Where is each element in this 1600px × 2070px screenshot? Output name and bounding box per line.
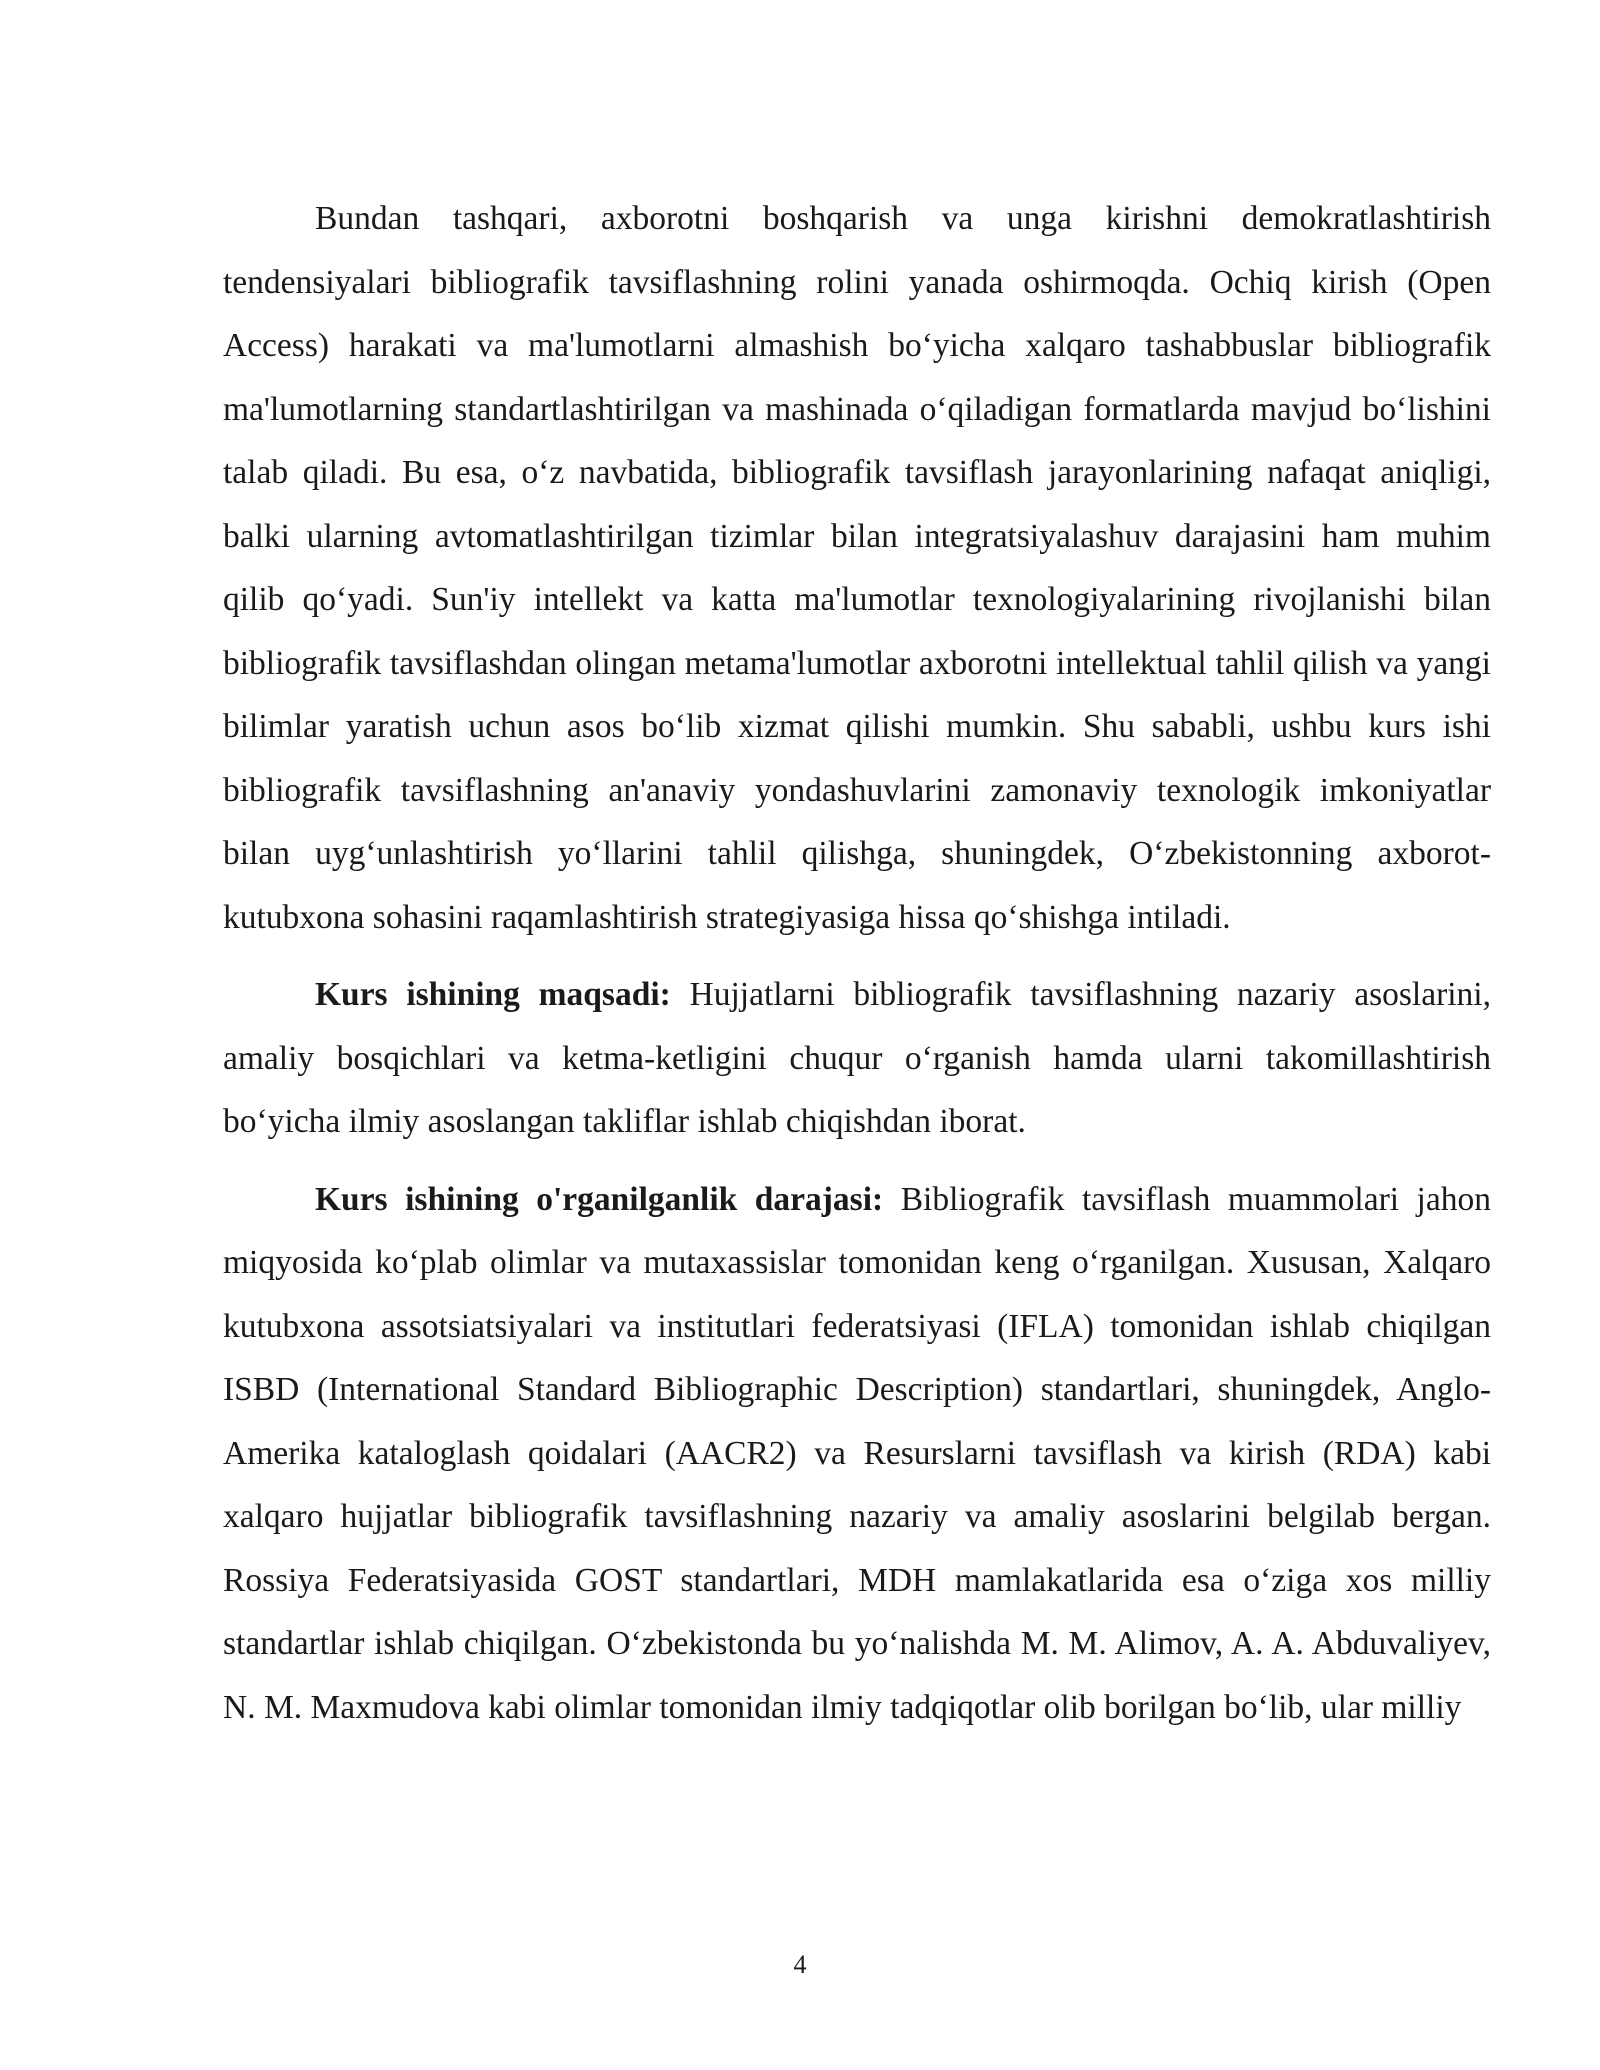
paragraph-text: Hujjatlarni bibliografik tavsiflashning nazariy asoslarini, amaliy bosqichlari va ketma-ketligini chuqur o‘rganish hamda ularni takomillashtirish bo‘yicha ilmiy asoslangan takliflar ishlab chiqishdan iborat. bbox=[223, 976, 1491, 1140]
paragraph-course-goal bbox=[223, 963, 1491, 1154]
paragraph-text: Bibliografik tavsiflash muammolari jahon miqyosida ko‘plab olimlar va mutaxassislar tomonidan keng o‘rganilgan. Xususan, Xalqaro kutubxona assotsiatsiyalari va institutlari federatsiyasi (IFLA) tomonidan ishlab chiqilgan ISBD (International Standard Bibliographic Description) standartlari, shuningdek, Anglo-Amerika kataloglash qoidalari (AACR2) va Resurslarni tavsiflash va kirish (RDA) kabi xalqaro hujjatlar bibliografik tavsiflashning nazariy va amaliy asoslarini belgilab bergan. Rossiya Federatsiyasida GOST standartlari, MDH mamlakatlarida esa o‘ziga xos milliy standartlar ishlab chiqilgan. O‘zbekistonda bu yo‘nalishda M. M. Alimov, A. A. Abduvaliyev, N. M. Maxmudova kabi olimlar tomonidan ilmiy tadqiqotlar olib borilgan bo‘lib, ular milliy bbox=[223, 1180, 1491, 1726]
page-number: 4 bbox=[793, 1950, 807, 1979]
paragraph-text: Bundan tashqari, axborotni boshqarish va unga kirishni demokratlashtirish tendensiyalari bibliografik tavsiflashning rolini yanada oshirmoqda. Ochiq kirish (Open Access) harakati va ma'lumotlarni almashish bo‘yicha xalqaro tashabbuslar bibliografik ma'lumotlarning standartlashtirilgan va mashinada o‘qiladigan formatlarda mavjud bo‘lishini talab qiladi. Bu esa, o‘z navbatida, bibliografik tavsiflash jarayonlarining nafaqat aniqligi, balki ularning avtomatlashtirilgan tizimlar bilan integratsiyalashuv darajasini ham muhim qilib qo‘yadi. Sun'iy intellekt va katta ma'lumotlar texnologiyalarining rivojlanishi bilan bibliografik tavsiflashdan olingan metama'lumotlar axborotni intellektual tahlil qilish va yangi bilimlar yaratish uchun asos bo‘lib xizmat qilishi mumkin. Shu sababli, ushbu kurs ishi bibliografik tavsiflashning an'anaviy yondashuvlarini zamonaviy texnologik imkoniyatlar bilan uyg‘unlashtirish yo‘llarini tahlil qilishga, shuningdek, O‘zbekistonning axborot-kutubxona sohasini raqamlashtirish strategiyasiga hissa qo‘shishga intiladi. bbox=[223, 200, 1491, 936]
paragraph-lead: Kurs ishining maqsadi: bbox=[315, 976, 671, 1013]
body-text bbox=[223, 187, 1491, 1739]
paragraph-introduction-continued bbox=[223, 187, 1491, 949]
paragraph-lead: Kurs ishining o'rganilganlik darajasi: bbox=[315, 1180, 884, 1218]
paragraph-study-level bbox=[223, 1168, 1491, 1740]
